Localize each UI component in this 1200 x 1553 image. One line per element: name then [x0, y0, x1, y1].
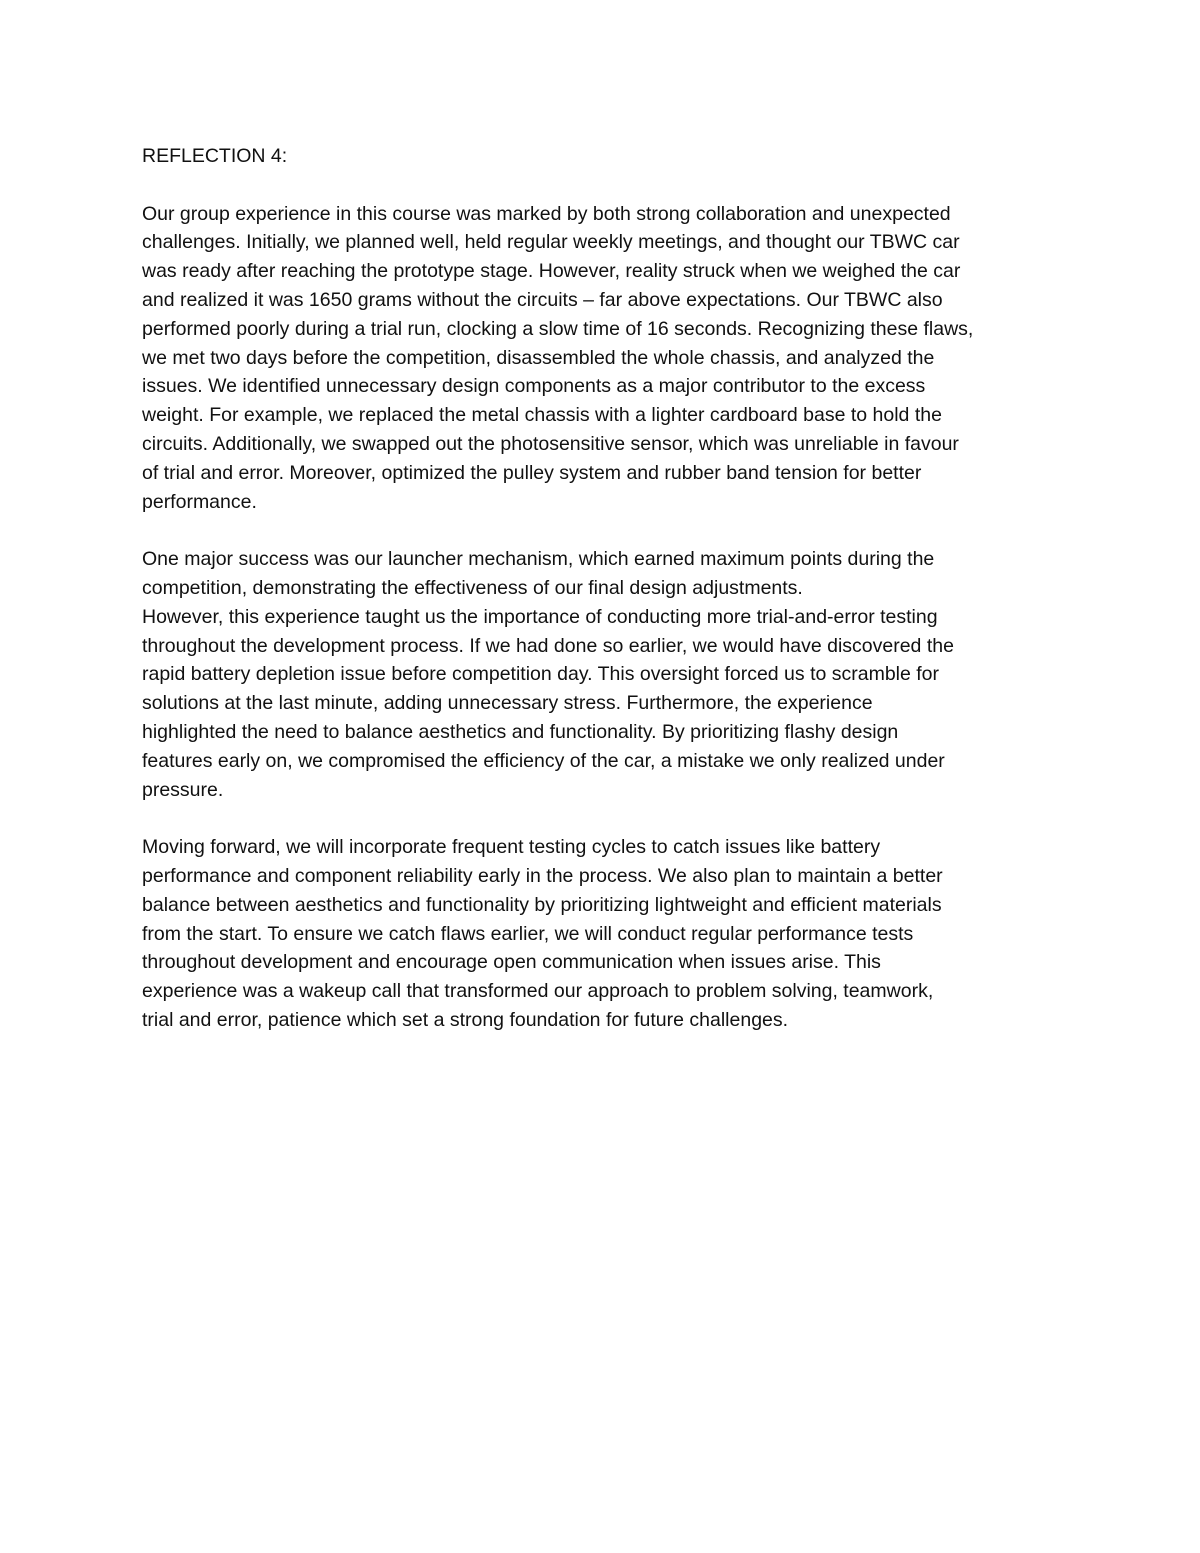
- paragraph-3: [142, 833, 1082, 1035]
- spacer: [142, 516, 1082, 545]
- document-heading: REFLECTION 4:: [142, 145, 288, 167]
- paragraph-line: experience was a wakeup call that transformed our approach to problem solving, teamwork,: [142, 980, 934, 1003]
- paragraph-2: [142, 545, 1082, 804]
- paragraph-line: solutions at the last minute, adding unnecessary stress. Furthermore, the experience: [142, 692, 873, 715]
- paragraph-line: performance and component reliability early in the process. We also plan to maintain a better: [142, 864, 943, 887]
- paragraph-line: circuits. Additionally, we swapped out the photosensitive sensor, which was unreliable in favour: [142, 432, 959, 455]
- paragraph-line: trial and error, patience which set a strong foundation for future challenges.: [142, 1008, 789, 1031]
- paragraph-line: performance.: [142, 490, 257, 513]
- paragraph-line: balance between aesthetics and functionality by prioritizing lightweight and efficient materials: [142, 893, 942, 916]
- paragraph-line: and realized it was 1650 grams without the circuits – far above expectations. Our TBWC also: [142, 288, 943, 311]
- paragraph-line: throughout development and encourage open communication when issues arise. This: [142, 951, 881, 974]
- paragraph-line: rapid battery depletion issue before competition day. This oversight forced us to scramble for: [142, 663, 940, 686]
- paragraph-line: highlighted the need to balance aesthetics and functionality. By prioritizing flashy design: [142, 720, 899, 743]
- paragraph-line: Moving forward, we will incorporate frequent testing cycles to catch issues like battery: [142, 836, 881, 859]
- paragraph-line: of trial and error. Moreover, optimized the pulley system and rubber band tension for better: [142, 461, 922, 484]
- paragraph-line: throughout the development process. If we had done so earlier, we would have discovered the: [142, 634, 954, 657]
- document-body: [142, 142, 1082, 1035]
- paragraph-line: performed poorly during a trial run, clocking a slow time of 16 seconds. Recognizing these flaws,: [142, 317, 974, 340]
- paragraph-line: pressure.: [142, 778, 224, 801]
- paragraph-line: was ready after reaching the prototype stage. However, reality struck when we weighed the car: [142, 260, 961, 283]
- paragraph-line: we met two days before the competition, disassembled the whole chassis, and analyzed the: [142, 346, 935, 369]
- paragraph-line: However, this experience taught us the importance of conducting more trial-and-error testing: [142, 605, 938, 628]
- paragraph-line: challenges. Initially, we planned well, held regular weekly meetings, and thought our TBWC car: [142, 231, 960, 254]
- spacer: [142, 804, 1082, 833]
- paragraph-line: features early on, we compromised the efficiency of the car, a mistake we only realized under: [142, 749, 945, 772]
- paragraph-line: issues. We identified unnecessary design components as a major contributor to the excess: [142, 375, 926, 398]
- paragraph-line: weight. For example, we replaced the metal chassis with a lighter cardboard base to hold the: [142, 404, 942, 427]
- paragraph-1: [142, 200, 1082, 517]
- paragraph-line: competition, demonstrating the effectiveness of our final design adjustments.: [142, 576, 803, 599]
- spacer: [142, 171, 1082, 200]
- paragraph-line: Our group experience in this course was marked by both strong collaboration and unexpected: [142, 202, 951, 225]
- paragraph-line: One major success was our launcher mechanism, which earned maximum points during the: [142, 548, 935, 571]
- paragraph-line: from the start. To ensure we catch flaws earlier, we will conduct regular performance tests: [142, 922, 914, 945]
